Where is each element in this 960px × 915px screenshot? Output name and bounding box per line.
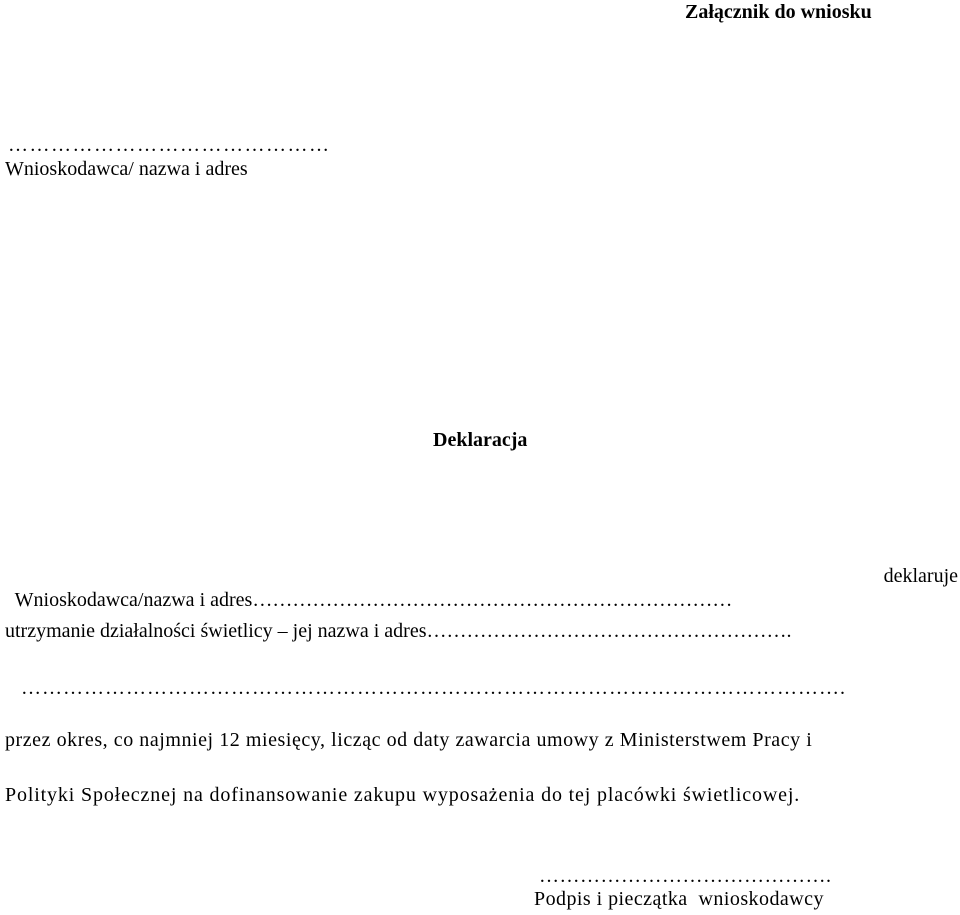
applicant-fill-line: ……………………………………… [8,134,331,156]
declaration-line-2: utrzymanie działalności świetlicy – jej nazwa i adres………………………………………………. [5,620,792,642]
declaration-line-3: ………………………………………………………………………………………………………. [21,677,846,699]
declaration-line-5: Polityki Społecznej na dofinansowanie zakupu wyposażenia do tej placówki świetlicowej. [5,784,801,806]
signature-fill-line: ……………………………………. [539,865,832,887]
declaration-line-1-text: Wnioskodawca/nazwa i adres……………………………………………………………… [14,589,733,611]
annex-label: Załącznik do wniosku [685,1,872,23]
declaration-line-1-end: deklaruje [883,565,958,587]
declaration-line-4: przez okres, co najmniej 12 miesięcy, licząc od daty zawarcia umowy z Ministerstwem Pracy i [5,729,813,751]
applicant-label: Wnioskodawca/ nazwa i adres [5,158,248,180]
signature-label: Podpis i pieczątka wnioskodawcy [534,888,824,910]
document-title: Deklaracja [433,429,528,451]
